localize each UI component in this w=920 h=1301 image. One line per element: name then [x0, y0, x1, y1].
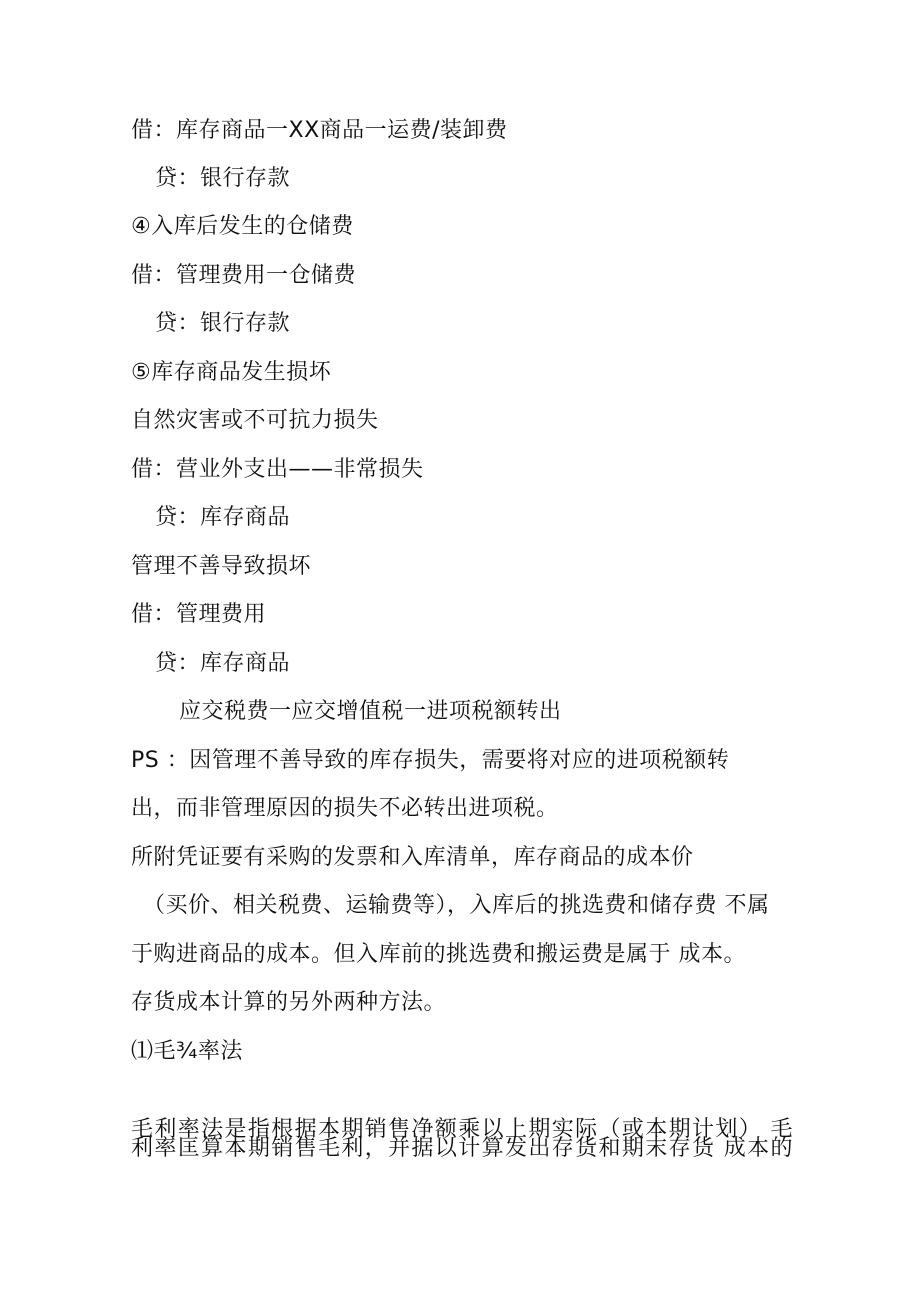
entry-debit-management-storage: 借：管理费用一仓储费	[131, 263, 357, 288]
entry-debit-non-operating: 借：营业外支出——非常损失	[131, 457, 424, 482]
paragraph-vouchers-line-3: 于购进商品的成本。但入库前的挑选费和搬运费是属于 成本。	[131, 942, 746, 967]
entry-credit-inventory-2: 贷：库存商品	[155, 651, 291, 676]
heading-storage-fee: ④入库后发生的仓储费	[131, 214, 354, 239]
entry-debit-freight: 借：库存商品一XX商品一运费/装卸费	[131, 118, 508, 143]
heading-damage: ⑤库存商品发生损坏	[131, 360, 332, 385]
entry-credit-bank-2: 贷：银行存款	[155, 311, 291, 336]
ps-note-line-1: PS ：因管理不善导致的库存损失，需要将对应的进项税额转	[131, 748, 730, 773]
paragraph-gross-margin-line-1: 毛利率法是指根据本期销售净额乘以上期实际（或本期计划） 毛	[131, 1117, 793, 1142]
paragraph-vouchers-line-2: （买价、相关税费、运输费等），入库后的挑选费和储存费 不属	[143, 893, 770, 918]
entry-credit-bank-1: 贷：银行存款	[155, 166, 291, 191]
paragraph-vouchers-line-1: 所附凭证要有采购的发票和入库清单，库存商品的成本价	[131, 845, 694, 870]
entry-credit-vat-transfer: 应交税费一应交增值税一进项税额转出	[179, 699, 562, 724]
heading-gross-margin-method: ⑴毛¾率法	[131, 1039, 243, 1064]
paragraph-other-methods: 存货成本计算的另外两种方法。	[131, 990, 447, 1015]
entry-debit-management: 借：管理费用	[131, 602, 267, 627]
subheading-poor-management: 管理不善导致损坏	[131, 554, 312, 579]
subheading-natural-disaster: 自然灾害或不可抗力损失	[131, 408, 379, 433]
entry-credit-inventory-1: 贷：库存商品	[155, 505, 291, 530]
paragraph-gross-margin-line-2: 利率匡算本期销售毛利，并据以计算发出存货和期末存货 成本的	[131, 1136, 793, 1161]
ps-note-line-2: 出，而非管理原因的损失不必转出进项税。	[131, 796, 559, 821]
